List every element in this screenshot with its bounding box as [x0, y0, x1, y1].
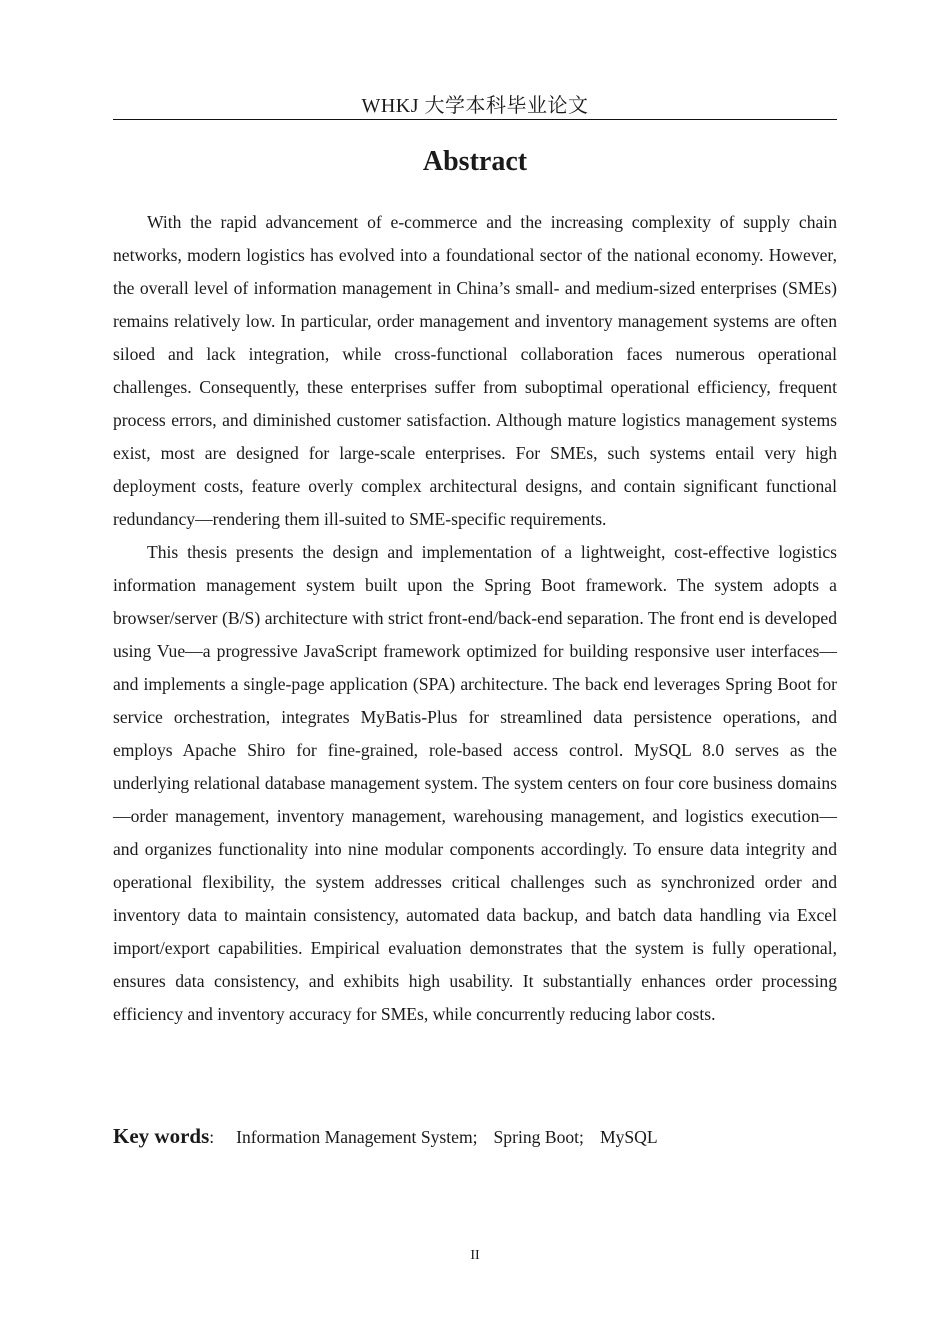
- keywords-line: [113, 1120, 837, 1154]
- page-title: Abstract: [422, 146, 528, 177]
- keywords-list: [236, 1127, 674, 1147]
- abstract-paragraph-2: This thesis presents the design and implementation of a lightweight, cost-effective logistics information management system built upon the Spring Boot framework. The system adopts a browser/server (B/S) architecture with strict front-end/back-end separation. The front end is developed using Vue—a progressive JavaScript framework optimized for building responsive user interfaces—and implements a single-page application (SPA) architecture. The back end leverages Spring Boot for service orchestration, integrates MyBatis-Plus for streamlined data persistence operations, and employs Apache Shiro for fine-grained, role-based access control. MySQL 8.0 serves as the underlying relational database management system. The system centers on four core business domains—order management, inventory management, warehousing management, and logistics execution—and organizes functionality into nine modular components accordingly. To ensure data integrity and operational flexibility, the system addresses critical challenges such as synchronized order and inventory data to maintain consistency, automated data backup, and batch data handling via Excel import/export capabilities. Empirical evaluation demonstrates that the system is fully operational, ensures data consistency, and exhibits high usability. It substantially enhances order processing efficiency and inventory accuracy for SMEs, while concurrently reducing labor costs.: [113, 542, 837, 1024]
- abstract-paragraph-1: With the rapid advancement of e-commerce and the increasing complexity of supply chain networks, modern logistics has evolved into a foundational sector of the national economy. However, the overall level of information management in China’s small- and medium-sized enterprises (SMEs) remains relatively low. In particular, order management and inventory management systems are often siloed and lack integration, while cross-functional collaboration faces numerous operational challenges. Consequently, these enterprises suffer from suboptimal operational efficiency, frequent process errors, and diminished customer satisfaction. Although mature logistics management systems exist, most are designed for large-scale enterprises. For SMEs, such systems entail very high deployment costs, feature overly complex architectural designs, and contain significant functional redundancy—rendering them ill-suited to SME-specific requirements.: [113, 212, 837, 529]
- page-number: II: [470, 1248, 480, 1263]
- running-header: [113, 92, 837, 120]
- keyword-item: Spring Boot;: [493, 1127, 584, 1147]
- keywords-label: Key words: [113, 1124, 210, 1148]
- keywords-separator: :: [209, 1127, 215, 1147]
- keyword-item: MySQL: [599, 1127, 658, 1147]
- running-header-title: WHKJ 大学本科毕业论文: [361, 95, 589, 117]
- abstract-body: [113, 206, 837, 1031]
- keyword-item: Information Management System;: [236, 1127, 478, 1147]
- header-divider: [113, 119, 837, 120]
